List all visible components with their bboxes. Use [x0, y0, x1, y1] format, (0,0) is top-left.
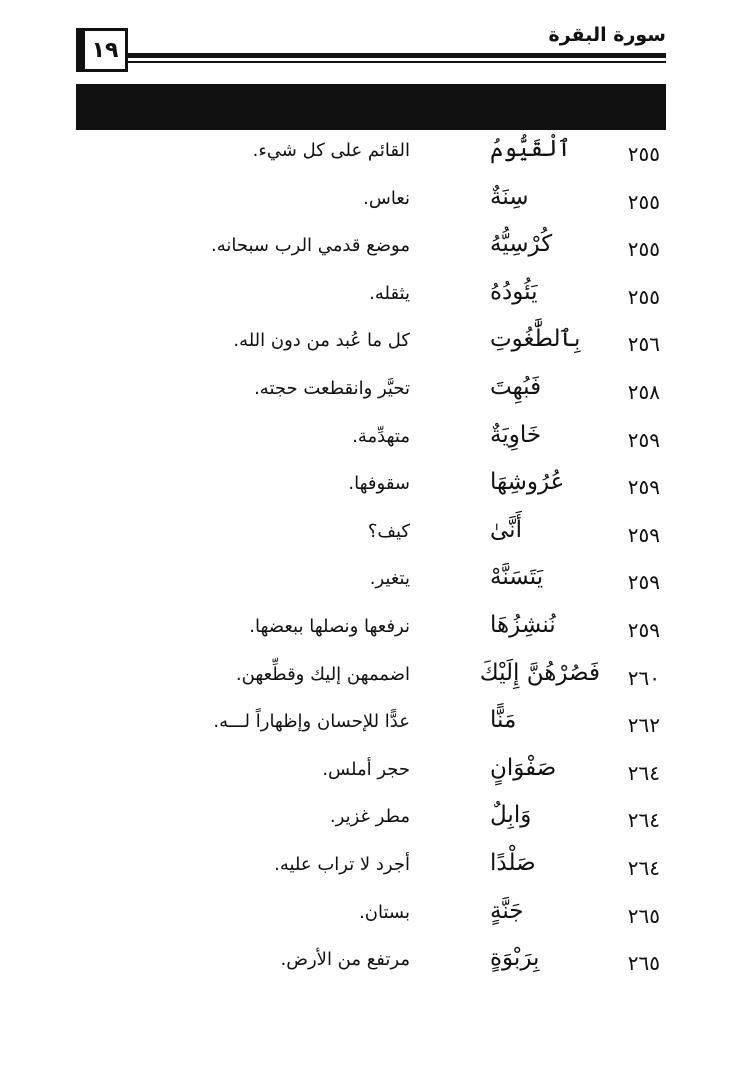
verse-number: ٢٥٥: [627, 189, 660, 214]
glossary-entry: [160, 227, 666, 275]
verse-number: ٢٥٩: [627, 475, 660, 500]
glossary-entry: [160, 513, 666, 561]
verse-number: ٢٥٩: [627, 617, 660, 642]
word-meaning: مرتفع من الأرض.: [280, 949, 410, 971]
page-header: [76, 18, 666, 76]
quran-word: فَبُهِتَ: [490, 373, 542, 400]
quran-word: أَنَّىٰ: [490, 516, 522, 543]
header-rule-thick: [128, 53, 666, 58]
word-meaning: تحيَّر وانقطعت حجته.: [254, 377, 410, 399]
quran-word: صَلْدًا: [490, 849, 536, 876]
glossary-entry: [160, 560, 666, 608]
glossary-entry: [160, 608, 666, 656]
glossary-entry: [160, 180, 666, 228]
glossary-entry: [160, 894, 666, 942]
word-meaning: كيف؟: [367, 520, 410, 542]
word-meaning: نرفعها ونصلها ببعضها.: [249, 615, 410, 637]
verse-number: ٢٥٩: [627, 570, 660, 595]
glossary-entry: [160, 656, 666, 704]
surah-title: سورة البقرة: [548, 24, 666, 46]
quran-word: كُرْسِيُّهُ: [490, 231, 553, 258]
word-meaning: اضممهن إليك وقطِّعهن.: [235, 663, 410, 685]
verse-number: ٢٦٢: [627, 713, 660, 738]
glossary-entry: [160, 798, 666, 846]
quran-word: جَنَّةٍ: [490, 897, 524, 924]
header-band: [76, 84, 666, 130]
verse-number: ٢٦٠: [627, 665, 660, 690]
word-meaning: نعاس.: [363, 187, 410, 209]
verse-number: ٢٥٥: [627, 284, 660, 309]
glossary-entry: [160, 703, 666, 751]
verse-number: ٢٥٥: [627, 142, 660, 166]
verse-number: ٢٥٥: [627, 237, 660, 262]
verse-number: ٢٥٩: [627, 522, 660, 547]
word-meaning: أجرد لا تراب عليه.: [274, 853, 410, 875]
quran-word: بِٱلطَّٰغُوتِ: [490, 326, 581, 353]
page-number: ١٩: [76, 28, 128, 72]
glossary-list: [160, 132, 666, 989]
quran-word: يَئُودُهُ: [490, 278, 538, 305]
quran-word: بِرَبْوَةٍ: [490, 945, 540, 972]
quran-word: وَابِلٌ: [490, 802, 532, 829]
verse-number: ٢٦٤: [627, 760, 660, 785]
word-meaning: حجر أملس.: [322, 758, 410, 780]
quran-word: سِنَةٌ: [490, 183, 529, 210]
glossary-entry: [160, 465, 666, 513]
glossary-entry: [160, 370, 666, 418]
verse-number: ٢٦٥: [627, 903, 660, 928]
header-rule-thin: [128, 61, 666, 63]
quran-word: فَصُرْهُنَّ إِلَيْكَ: [479, 659, 600, 686]
verse-number: ٢٦٥: [627, 951, 660, 976]
quran-word: خَاوِيَةٌ: [490, 421, 542, 448]
glossary-entry: [160, 846, 666, 894]
quran-word: يَتَسَنَّهْ: [490, 564, 544, 591]
quran-word: صَفْوَانٍ: [490, 754, 557, 781]
glossary-entry: [160, 418, 666, 466]
word-meaning: متهدِّمة.: [352, 425, 410, 447]
word-meaning: بستان.: [359, 901, 410, 923]
word-meaning: يثقله.: [369, 282, 410, 304]
quran-word: عُرُوشِهَا: [490, 469, 565, 496]
word-meaning: عدًّا للإحسان وإظهاراً لـــه.: [213, 711, 410, 733]
word-meaning: موضع قدمي الرب سبحانه.: [210, 235, 410, 257]
quran-word: ٱلْقَيُّومُ: [490, 136, 571, 162]
glossary-entry: [160, 275, 666, 323]
quran-word: مَنًّا: [490, 707, 517, 734]
word-meaning: القائم على كل شيء.: [252, 140, 410, 161]
glossary-entry: [160, 941, 666, 989]
verse-number: ٢٦٤: [627, 855, 660, 880]
verse-number: ٢٥٦: [627, 332, 660, 357]
word-meaning: مطر غزير.: [329, 806, 410, 828]
word-meaning: كل ما عُبد من دون الله.: [233, 330, 410, 352]
verse-number: ٢٦٤: [627, 808, 660, 833]
glossary-entry: [160, 132, 666, 180]
word-meaning: سقوفها.: [348, 473, 410, 495]
word-meaning: يتغير.: [369, 568, 410, 590]
verse-number: ٢٥٩: [627, 427, 660, 452]
quran-word: نُنشِزُهَا: [490, 611, 556, 638]
glossary-entry: [160, 751, 666, 799]
glossary-entry: [160, 322, 666, 370]
verse-number: ٢٥٨: [627, 379, 660, 404]
